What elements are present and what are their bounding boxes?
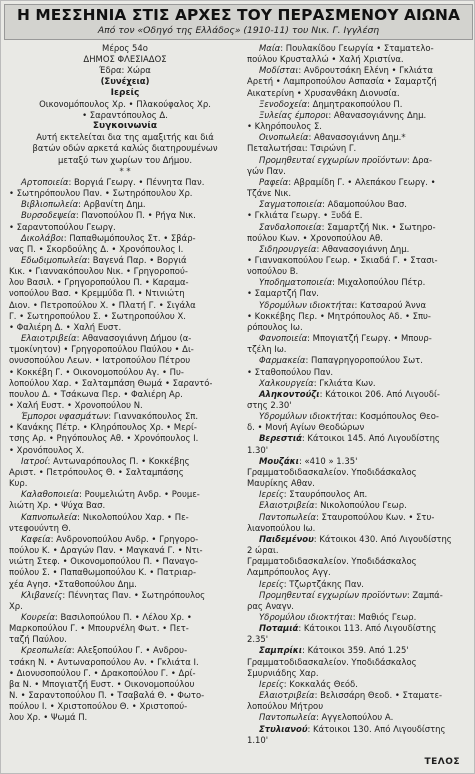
listing-entries: στης 2.30' (247, 400, 292, 410)
left-listings (9, 177, 241, 724)
listing-category: Παντοπωλεία (259, 511, 316, 522)
listing-category: Καλαθοποιεία (21, 489, 80, 500)
listing-category: Ξυλείας έμποροι (259, 109, 329, 120)
listing-entries: λου Χρ. • Ψωμά Π. (9, 712, 88, 723)
listing-line (247, 311, 473, 322)
listing-line (247, 456, 473, 467)
listing-entries: : Πουλακίδου Γεωργία • Σταματελο- (280, 43, 434, 53)
listing-category: Προμηθευταί εγχωρίων προϊόντων (259, 589, 407, 600)
listing-entries: νοπούλου Βασ. • Κρεμμύδα Π. • Ντινιώτη (9, 288, 185, 299)
listing-category: Δικολάβοι (21, 232, 64, 243)
listing-line (247, 657, 473, 668)
listing-category: Κλιβανείς (21, 589, 63, 600)
listing-entries: : Γκλιάτα Κων. (313, 377, 376, 388)
listing-entries: : Μιχαλοπούλου Πέτρ. (332, 277, 426, 288)
listing-category: Καπνοπωλεία (21, 511, 78, 522)
listing-line (247, 266, 473, 277)
part-number: Μέρος 54ο (102, 43, 148, 53)
listing-line (9, 534, 241, 545)
listing-entries: : Κάτοικοι 206. Από Λιγουδί- (319, 388, 440, 399)
listing-line (9, 690, 241, 701)
listing-entries: 2 ώραι. (247, 545, 279, 556)
listing-line (9, 579, 241, 590)
listing-entries: 2.35' (247, 634, 269, 645)
listing-entries: Ν. • Σαραντοπούλου Π. • Τσαβαλά Θ. • Φωτο- (9, 690, 205, 701)
listing-line (247, 143, 473, 154)
listing-line (9, 188, 241, 199)
listing-line (247, 556, 473, 567)
listing-line (247, 121, 473, 132)
listing-line (9, 244, 241, 255)
listing-category: Ιερείς (259, 489, 284, 500)
listing-entries: : Κάτοικοι 113. Από Λιγουδίστης (298, 623, 437, 634)
listing-category: Κουρεία (21, 611, 55, 622)
listing-category: Σαγματοποιεία (259, 199, 323, 210)
listing-line (9, 255, 241, 266)
listing-line (247, 222, 473, 233)
listing-category: Σανδαλοποιεία (259, 221, 322, 232)
listing-entries: • Κοκκέβη Γ. • Οικονομοπούλου Αγ. • Πυ- (9, 366, 184, 377)
listing-entries: : Αθανασογιάννη Δημ. (316, 243, 410, 254)
listing-entries: • Γκλιάτα Γεωργ. • Ξυδά Ε. (247, 210, 363, 221)
listing-line (247, 76, 473, 87)
listing-entries: • Χαλή Ευστ. • Χρονοπούλου Ν. (9, 400, 143, 410)
listing-category: Χαλκουργεία (259, 377, 314, 388)
listing-entries: λου Βασιλ. • Γρηγοροπούλου Π. • Καραμα- (9, 277, 189, 288)
article-title: Η ΜΕΣΣΗΝΙΑ ΣΤΙΣ ΑΡΧΕΣ ΤΟΥ ΠΕΡΑΣΜΕΝΟΥ ΑΙΩΝΑ (16, 6, 461, 24)
listing-entries: : Αδαμοπούλου Βασ. (322, 199, 407, 210)
listing-entries: : Μαθιός Γεωρ. (352, 611, 417, 622)
listing-line (247, 735, 473, 746)
listing-category: Ιατροί (21, 455, 48, 466)
listing-entries: : Κάτοικοι 130. Από Λιγουδίστης (307, 723, 446, 734)
listing-line (247, 177, 473, 188)
listing-category: Οινοπωλεία (259, 132, 309, 143)
listing-entries: : Κοσμόπουλος Θεο- (354, 411, 439, 422)
listing-line (9, 344, 241, 355)
listing-category: Ελαιοτριβεία (21, 333, 77, 344)
right-column (247, 43, 473, 771)
listing-line (9, 645, 241, 656)
listing-line (9, 467, 241, 478)
listing-line (247, 54, 473, 65)
listing-entries: λιώτη Χρ. • Ψύχα Βασ. (9, 500, 106, 511)
village-name: Στυλιανού (259, 723, 308, 734)
listing-category: Βιβλιοπωλεία (21, 199, 79, 210)
listing-entries: • Γιαννακοπούλου Γεωρ. • Σκιαδά Γ. • Στασι- (247, 254, 438, 265)
listing-line (9, 389, 241, 400)
listing-entries: λοπούλου Χαρ. • Σαλταμπάση Θωμά • Σαραντό- (9, 377, 213, 388)
listing-entries: βα Ν. • Μπογιατζή Ευστ. • Οικονομοπούλου (9, 678, 195, 689)
transport-line-1: Αυτή εκτελείται δια της αμαξιτής και διά (36, 132, 214, 143)
listing-line (247, 712, 473, 723)
listing-line (9, 199, 241, 210)
listing-line (9, 712, 241, 723)
listing-entries: : Μπογιατζή Γεωργ. • Μπουρ- (307, 333, 432, 344)
listing-entries: χέα Αγησ. •Σταθοπούλου Δημ. (9, 578, 137, 589)
listing-entries: • Κοκκέβης Περ. • Μητρόπουλος Αδ. • Σπυ- (247, 310, 431, 321)
listing-entries: Τζάνε Νικ. (247, 188, 292, 199)
listing-line (9, 512, 241, 523)
listing-category: Έμποροι υφασμάτων (21, 411, 109, 422)
listing-line (247, 333, 473, 344)
listing-entries: Γραμματοδιδασκαλείον. Υποδιδάσκαλος (247, 466, 417, 477)
listing-line (9, 489, 241, 500)
listing-line (9, 590, 241, 601)
listing-entries: • Κληρόπουλος Σ. (247, 121, 322, 132)
article-banner (4, 4, 473, 40)
listing-line (247, 489, 473, 500)
listing-line (9, 277, 241, 288)
listing-entries: πούλου Κων. • Χρονοπούλου Αθ. (247, 232, 383, 243)
listing-line (247, 244, 473, 255)
listing-line (9, 433, 241, 444)
listing-entries: Κυρ. (9, 478, 28, 489)
listing-category: Ελαιοτριβεία (259, 690, 315, 701)
listing-category: Καφεία (21, 533, 51, 544)
listing-entries: : Σταυροπούλου Κων. • Στυ- (315, 511, 435, 522)
listing-entries: λιανοπούλου Ιω. (247, 522, 316, 533)
listing-category: Σιδηρουργεία (259, 243, 317, 254)
listing-entries: πούλου Κ. • Δραγών Παν. • Μαγκανά Γ. • Ντι- (9, 545, 203, 556)
listing-entries: : Αβραμίδη Γ. • Αλεπάκου Γεωργ. • (288, 176, 436, 187)
listing-line (247, 367, 473, 378)
listing-entries: Μαυρίκης Αθαν. (247, 478, 315, 489)
listing-entries: Γραμματοδιδασκαλείον. Υποδιδάσκαλος (247, 656, 417, 667)
listing-entries: ρόπουλος Ιω. (247, 321, 303, 332)
listing-line (247, 534, 473, 545)
listing-line (9, 623, 241, 634)
listing-entries: • Κανάκης Πέτρ. • Κληρόπουλος Χρ. • Μερί- (9, 422, 197, 433)
listing-entries: δ. • Μονή Αγίων Θεοδώρων (247, 422, 365, 433)
village-name: Βερεστιά (259, 433, 302, 444)
listing-category: Φανοποιεία (259, 333, 308, 344)
listing-entries: : Βελισσάρη Θεοδ. • Σταματε- (314, 690, 443, 701)
listing-line (247, 478, 473, 489)
listing-entries: ντεφουύντη Θ. (9, 522, 71, 533)
listing-entries: : Αντωναρόπουλος Π. • Κοκκέβης (47, 455, 190, 466)
listing-line (247, 645, 473, 656)
listing-entries: : Βασιλοπούλου Π. • Λέλου Χρ. • (54, 611, 192, 622)
listing-entries: • Χρονόπουλος Χ. (9, 444, 85, 455)
listing-entries: ταζή Παύλου. (9, 634, 67, 645)
listing-entries: : Νικολοπούλου Χαρ. • Πε- (77, 511, 189, 522)
listing-entries: Αριστ. • Πετρόπουλος Θ. • Σαλταμπάσης (9, 466, 184, 477)
listing-category: Υδρομύλων ιδιοκτήται (259, 299, 355, 310)
listing-category: Κρεοπωλεία (21, 645, 72, 656)
listing-entries: Μαρκοπούλου Γ. • Μπουρνέλη Φωτ. • Πετ- (9, 623, 189, 634)
listing-line (247, 344, 473, 355)
listing-line (9, 523, 241, 534)
priests-line-2: • Σαραντόπουλος Δ. (82, 109, 168, 120)
listing-category: Ιερείς (259, 578, 284, 589)
listing-line (9, 567, 241, 578)
listing-line (9, 300, 241, 311)
listing-line (247, 188, 473, 199)
listing-line (247, 523, 473, 534)
listing-entries: : Σταυρόπουλος Απ. (283, 489, 368, 500)
municipality-seat: Έδρα: Χώρα (99, 65, 151, 76)
listing-line (9, 679, 241, 690)
right-listings (247, 43, 473, 746)
listing-entries: : Παπαθωμόπουλος Στ. • Σβάρ- (63, 232, 196, 243)
listing-entries: : Σαμαρτζή Νικ. • Σωτηρο- (321, 221, 436, 232)
listing-line (9, 222, 241, 233)
end-label: ΤΕΛΟΣ (424, 757, 460, 767)
listing-line (9, 288, 241, 299)
listing-entries: : Ανδρουτσάκη Ελένη • Γκλιάτα (298, 65, 433, 76)
listing-line (9, 367, 241, 378)
listing-entries: Λαμπρόπουλος Αγγ. (247, 567, 331, 578)
listing-entries: : Πέννητας Παν. • Σωτηρόπουλος (62, 589, 206, 600)
listing-line (247, 668, 473, 679)
listing-entries: : Παπαγρηγοροπούλου Σωτ. (305, 355, 423, 366)
listing-entries: • Σαραντοπούλου Γεωργ. (9, 221, 116, 232)
listing-line (247, 99, 473, 110)
listing-category: Μαία (259, 43, 281, 53)
listing-line (9, 333, 241, 344)
listing-line (9, 500, 241, 511)
listing-category: Αρτοποιεία (21, 176, 69, 187)
listing-entries: : Ανδρονοπούλου Ανδρ. • Γρηγορο- (50, 533, 199, 544)
listing-line (9, 456, 241, 467)
listing-line (247, 400, 473, 411)
listing-entries: : Ρουμελιώτη Ανδρ. • Ρουμε- (79, 489, 200, 500)
listing-line (247, 579, 473, 590)
listing-line (9, 378, 241, 389)
listing-line (9, 322, 241, 333)
listing-line (247, 467, 473, 478)
listing-category: Υδρομύλου ιδιοκτήται (259, 611, 353, 622)
listing-line (247, 155, 473, 166)
village-name: Ποταμιά (259, 623, 299, 634)
listing-line (247, 378, 473, 389)
article-subtitle: Από τον «Οδηγό της Ελλάδος» (1910-11) του Νικ. Γ. Ιγγλέση (97, 25, 380, 36)
listing-entries: • Διονυσοπούλου Γ. • Δρακοπούλου Γ. • Δρί- (9, 667, 196, 678)
left-column (9, 43, 241, 771)
listing-line (247, 567, 473, 578)
listing-entries: νοπούλου Β. (247, 266, 299, 277)
listing-line (9, 545, 241, 556)
listing-line (9, 355, 241, 366)
listing-entries: : Κάτοικοι 359. Από 1.25' (302, 645, 409, 656)
transport-heading: Συγκοινωνία (92, 121, 158, 132)
listing-entries: Γραμματοδιδασκαλείον. Υποδιδάσκαλος (247, 556, 417, 567)
listing-line (247, 590, 473, 601)
listing-category: Παντοπωλεία (259, 712, 316, 723)
listing-line (247, 623, 473, 634)
listing-entries: : Τζωρτζάκης Παν. (283, 578, 364, 589)
listing-entries: τσάκη Ν. • Αντωναροπούλου Αν. • Γκλιάτα Ι. (9, 656, 199, 667)
listing-line (247, 199, 473, 210)
municipality-title: ΔΗΜΟΣ ΦΛΕΣΙΑΔΟΣ (83, 54, 167, 65)
listing-entries: πούλου Κρυσταλλώ • Χαλή Χριστίνα. (247, 54, 404, 65)
listing-line (247, 43, 473, 54)
listing-entries: πούλου Σ. • Παπαθωμοπούλου Κ. • Πατριαρ- (9, 567, 197, 578)
listing-line (9, 400, 241, 411)
listing-line (247, 690, 473, 701)
listing-line (9, 556, 241, 567)
village-name: Παιδεμένου (259, 533, 314, 544)
section-stars: * * (119, 165, 131, 176)
listing-entries: : Αθανασογιάννη Δήμου (α- (76, 333, 192, 344)
listing-entries: Αρετή • Λαμπροπούλου Ασπασία • Σαμαρτζή (247, 76, 437, 87)
village-name: Αληκοντούζι (259, 388, 320, 399)
listing-line (247, 500, 473, 511)
listing-entries: • Σταθοπούλου Παν. (247, 366, 334, 377)
listing-entries: : Γιαννακόπουλος Σπ. (108, 411, 199, 422)
listing-entries: τμοκίνητον) • Γρηγοροπούλου Παύλου • Δι- (9, 344, 194, 355)
listing-entries: : Βαγενά Παρ. • Βοργιά (87, 254, 187, 265)
listing-category: Ραφεία (259, 176, 289, 187)
listing-category: Βυρσοδεψεία (21, 210, 76, 221)
listing-line (247, 110, 473, 121)
listing-entries: Σμυρνιάδης Χαρ. (247, 667, 319, 678)
continued-label: (Συνέχεια) (100, 76, 150, 87)
listing-line (247, 65, 473, 76)
listing-category: Φαρμακεία (259, 355, 306, 366)
listing-line (247, 701, 473, 712)
listing-line (9, 701, 241, 712)
listing-entries: : Αρβανίτη Δημ. (78, 199, 146, 210)
listing-line (9, 634, 241, 645)
priests-heading: Ιερείς (110, 87, 140, 98)
village-name: Σαμπρίκι (259, 645, 303, 656)
listing-entries: ρας Αναγν. (247, 600, 294, 611)
listing-entries: Κικ. • Γιαννακόπουλου Νικ. • Γρηγοροπού- (9, 266, 188, 277)
listing-entries: πούλου Ι. • Χριστοπούλου Θ. • Χριστοπού- (9, 701, 188, 712)
listing-category: Μοδίσται (259, 65, 299, 76)
listing-entries: Πεταλωτήσαι: Τσιρώνη Γ. (247, 143, 357, 154)
listing-line (247, 233, 473, 244)
listing-line (247, 445, 473, 456)
listing-entries: : Νικολοπούλου Γεωρ. (314, 500, 407, 511)
listing-entries: : «410 » 1.35' (298, 455, 358, 466)
listing-entries: Αικατερίνη • Χρυσανθάκη Διονυσία. (247, 87, 400, 98)
listing-line (247, 422, 473, 433)
priests-line-1: Οικονομόπουλος Χρ. • Πλακούφαλος Χρ. (39, 98, 211, 109)
listing-line (247, 322, 473, 333)
listing-category: Προμηθευταί εγχωρίων προϊόντων (259, 154, 407, 165)
listing-line (247, 601, 473, 612)
listing-line (247, 512, 473, 523)
listing-entries: : Δημητρακοπούλου Π. (307, 98, 403, 109)
listing-line (247, 277, 473, 288)
listing-category: Υποδηματοποιεία (259, 277, 333, 288)
listing-entries: τζέλη Ιω. (247, 344, 287, 355)
listing-line (247, 166, 473, 177)
listing-line (9, 177, 241, 188)
listing-line (247, 210, 473, 221)
listing-line (247, 724, 473, 735)
listing-line (9, 411, 241, 422)
listing-entries: : Κοκκαλάς Θεόδ. (283, 678, 358, 689)
listing-entries: ονυσοπούλου Λεων. • Ιατροπούλου Πέτρου (9, 355, 191, 366)
listing-line (9, 601, 241, 612)
listing-line (247, 612, 473, 623)
listing-category: Εδωδιμοπωλεία (21, 254, 88, 265)
listing-entries: 1.30' (247, 444, 269, 455)
listing-line (9, 422, 241, 433)
listing-category: Ξενοδοχεία (259, 98, 308, 109)
listing-line (247, 132, 473, 143)
listing-category: Υδρομύλων ιδιοκτήται (259, 411, 355, 422)
listing-line (9, 478, 241, 489)
listing-line (247, 545, 473, 556)
listing-line (247, 679, 473, 690)
listing-line (9, 657, 241, 668)
listing-entries: : Πανοπούλου Π. • Ρήγα Νικ. (75, 210, 196, 221)
listing-entries: τσης Αρ. • Ρηγόπουλος Αθ. • Χρονόπουλος Ι. (9, 433, 199, 444)
listing-line (9, 668, 241, 679)
listing-line (247, 355, 473, 366)
listing-entries: νιώτη Στεφ. • Οικονομοπούλου Π. • Παναγο- (9, 556, 198, 567)
listing-entries: Γ. • Σωτηροπούλου Σ. • Σωτηροπούλου Χ. (9, 310, 186, 321)
listing-line (247, 300, 473, 311)
listing-line (9, 445, 241, 456)
listing-category: Ιερείς (259, 678, 284, 689)
listing-entries: • Φαλιέρη Δ. • Χαλή Ευστ. (9, 321, 122, 332)
listing-line (247, 411, 473, 422)
listing-entries: • Σαμαρτζή Παν. (247, 288, 319, 299)
listing-entries: λοπούλου Μήτρου (247, 701, 324, 712)
listing-line (247, 88, 473, 99)
listing-line (9, 612, 241, 623)
listing-line (247, 634, 473, 645)
listing-entries: πουλου Δ. • Τσάκωνα Περ. • Φαλιέρη Αρ. (9, 388, 183, 399)
listing-category: Ελαιοτριβεία (259, 500, 315, 511)
listing-line (247, 255, 473, 266)
listing-entries: : Αθανασογιάννης Δημ. (328, 109, 427, 120)
listing-entries: : Αθανασογιάννη Δημ.* (308, 132, 406, 143)
listing-entries: : Κατσαρού Άννα (354, 299, 427, 310)
village-name: Μουζάκι (259, 455, 299, 466)
listing-entries: : Ζαμπά- (406, 589, 443, 600)
listing-entries: : Αγγελοπούλου Α. (315, 712, 394, 723)
listing-entries: • Σωτηρόπουλου Παν. • Σωτηρόπουλου Χρ. (9, 188, 193, 199)
listing-entries: : Βοργιά Γεωργ. • Πέννητα Παν. (68, 176, 205, 187)
listing-line (9, 266, 241, 277)
listing-line (9, 233, 241, 244)
listing-entries: Διον. • Πετροπούλου Χ. • Πλατή Γ. • Σιγάλα (9, 299, 196, 310)
listing-line (247, 389, 473, 400)
listing-entries: : Αλεξοπούλου Γ. • Ανδρου- (71, 645, 188, 656)
listing-entries: νας Π. • Σκορδούλης Δ. • Χρονόπουλος Ι. (9, 243, 184, 254)
transport-line-3: μεταξύ των χωρίων του Δήμου. (57, 154, 192, 165)
listing-line (9, 210, 241, 221)
listing-line (9, 311, 241, 322)
listing-entries: γών Παν. (247, 165, 286, 176)
listing-line (247, 433, 473, 444)
listing-entries: : Κάτοικοι 145. Από Λιγουδίστης (301, 433, 440, 444)
listing-entries: : Δρα- (406, 154, 433, 165)
listing-entries: Χρ. (9, 600, 23, 611)
listing-line (247, 288, 473, 299)
listing-entries: : Κάτοικοι 430. Από Λιγουδίστης (313, 533, 452, 544)
transport-line-2: βατών οδών αρκετά καλώς διατηρουμένων (32, 143, 218, 154)
listing-entries: 1.10' (247, 734, 269, 745)
